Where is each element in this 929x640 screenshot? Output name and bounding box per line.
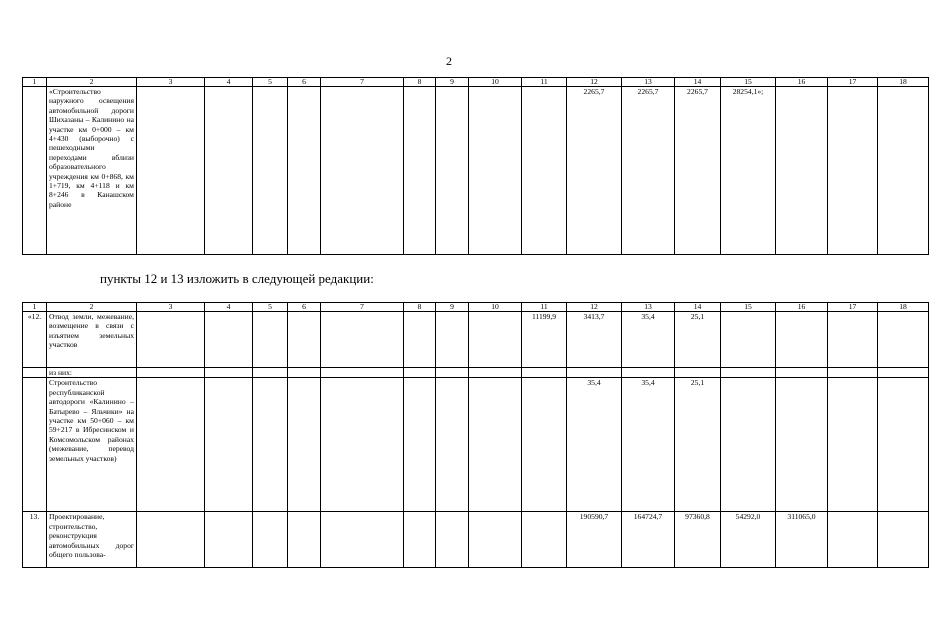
cell: [522, 512, 567, 568]
cell: [288, 87, 321, 255]
cell: [522, 368, 567, 378]
cell: [404, 312, 436, 368]
table-row: [23, 512, 929, 568]
header-cell: 3: [137, 303, 205, 312]
cell: [675, 368, 721, 378]
cell: [321, 312, 404, 368]
cell: [253, 312, 288, 368]
header-cell: 10: [469, 78, 522, 87]
header-cell: 13: [622, 78, 675, 87]
header-cell: 5: [253, 78, 288, 87]
cell: [137, 87, 205, 255]
description-cell: из них:: [47, 368, 137, 378]
header-cell: 8: [404, 78, 436, 87]
header-cell: 18: [878, 303, 929, 312]
header-cell: 16: [776, 78, 828, 87]
cell: [828, 312, 878, 368]
header-cell: 15: [721, 78, 776, 87]
value-cell: 97360,8: [675, 512, 721, 568]
header-row: [23, 78, 929, 87]
cell: [469, 378, 522, 512]
value-cell: 2265,7: [675, 87, 721, 255]
header-cell: 13: [622, 303, 675, 312]
cell: [469, 368, 522, 378]
cell: [878, 512, 929, 568]
header-cell: 14: [675, 78, 721, 87]
cell: [828, 378, 878, 512]
header-cell: 12: [567, 303, 622, 312]
header-cell: 6: [288, 78, 321, 87]
row-number-cell: [23, 378, 47, 512]
cell: [288, 368, 321, 378]
cell: [828, 512, 878, 568]
table-top: [22, 77, 929, 255]
header-cell: 9: [436, 303, 469, 312]
cell: [137, 368, 205, 378]
header-cell: 2: [47, 303, 137, 312]
cell: [828, 87, 878, 255]
value-cell: 35,4: [622, 378, 675, 512]
table-bottom: [22, 302, 929, 568]
cell: [522, 378, 567, 512]
table-row: [23, 87, 929, 255]
header-cell: 17: [828, 303, 878, 312]
cell: [878, 368, 929, 378]
cell: [137, 312, 205, 368]
cell: [469, 312, 522, 368]
cell: [253, 378, 288, 512]
header-cell: 15: [721, 303, 776, 312]
cell: [776, 87, 828, 255]
description-cell: Строительство республиканской автодороги «Калинино – Батырево – Яльчики» на участке км 50+060 – км 59+217 в Ибресинском и Комсомольском районах (межевание, перевод земельных участков): [47, 378, 137, 512]
header-row: [23, 303, 929, 312]
cell: [878, 312, 929, 368]
value-cell: 3413,7: [567, 312, 622, 368]
header-cell: 7: [321, 78, 404, 87]
header-cell: 1: [23, 303, 47, 312]
row-number-cell: «12.: [23, 312, 47, 368]
header-cell: 4: [205, 78, 253, 87]
header-cell: 2: [47, 78, 137, 87]
header-cell: 18: [878, 78, 929, 87]
description-cell: «Строительство наружного освещения автомобильной дороги Шихазаны – Калинино на участке км 0+000 – км 4+430 (выборочно) с пешеходными переходами вблизи образовательного учреждения км 0+868, км 1+719, км 4+118 и км 8+246 в Канашском районе: [47, 87, 137, 255]
description-cell: Отвод земли, межевание, возмещение в связи с изъятием земельных участков: [47, 312, 137, 368]
cell: [878, 378, 929, 512]
cell: [205, 87, 253, 255]
cell: [137, 512, 205, 568]
page-number: 2: [446, 54, 452, 68]
instruction-text: пункты 12 и 13 изложить в следующей редакции:: [100, 271, 374, 286]
header-cell: 1: [23, 78, 47, 87]
cell: [522, 87, 567, 255]
cell: [205, 512, 253, 568]
value-cell: 28254,1»;: [721, 87, 776, 255]
row-number-cell: [23, 87, 47, 255]
value-cell: 11199,9: [522, 312, 567, 368]
cell: [469, 512, 522, 568]
cell: [205, 378, 253, 512]
value-cell: 35,4: [622, 312, 675, 368]
cell: [436, 368, 469, 378]
cell: [321, 87, 404, 255]
header-cell: 3: [137, 78, 205, 87]
header-cell: 10: [469, 303, 522, 312]
header-cell: 9: [436, 78, 469, 87]
value-cell: 311065,0: [776, 512, 828, 568]
cell: [321, 512, 404, 568]
header-cell: 12: [567, 78, 622, 87]
description-cell: Проектирование, строительство, реконструкция автомобильных дорог общего пользова-: [47, 512, 137, 568]
cell: [404, 87, 436, 255]
value-cell: 25,1: [675, 312, 721, 368]
cell: [253, 512, 288, 568]
cell: [721, 378, 776, 512]
cell: [404, 512, 436, 568]
cell: [205, 368, 253, 378]
value-cell: 54292,0: [721, 512, 776, 568]
cell: [828, 368, 878, 378]
cell: [721, 312, 776, 368]
cell: [721, 368, 776, 378]
table-row: [23, 312, 929, 368]
row-number-cell: [23, 368, 47, 378]
header-cell: 16: [776, 303, 828, 312]
header-cell: 17: [828, 78, 878, 87]
cell: [622, 368, 675, 378]
header-cell: 14: [675, 303, 721, 312]
header-cell: 5: [253, 303, 288, 312]
header-cell: 8: [404, 303, 436, 312]
cell: [776, 378, 828, 512]
header-cell: 7: [321, 303, 404, 312]
cell: [288, 312, 321, 368]
cell: [288, 378, 321, 512]
cell: [404, 368, 436, 378]
cell: [137, 378, 205, 512]
header-cell: 11: [522, 78, 567, 87]
cell: [776, 312, 828, 368]
cell: [404, 378, 436, 512]
cell: [878, 87, 929, 255]
value-cell: 2265,7: [622, 87, 675, 255]
row-number-cell: 13.: [23, 512, 47, 568]
cell: [288, 512, 321, 568]
cell: [321, 378, 404, 512]
header-cell: 6: [288, 303, 321, 312]
cell: [253, 368, 288, 378]
cell: [436, 378, 469, 512]
cell: [253, 87, 288, 255]
value-cell: 164724,7: [622, 512, 675, 568]
cell: [567, 368, 622, 378]
header-cell: 11: [522, 303, 567, 312]
value-cell: 190590,7: [567, 512, 622, 568]
cell: [436, 512, 469, 568]
cell: [469, 87, 522, 255]
header-cell: 4: [205, 303, 253, 312]
cell: [436, 312, 469, 368]
table-row: [23, 378, 929, 512]
table-row: [23, 368, 929, 378]
value-cell: 25,1: [675, 378, 721, 512]
cell: [321, 368, 404, 378]
value-cell: 35,4: [567, 378, 622, 512]
value-cell: 2265,7: [567, 87, 622, 255]
cell: [776, 368, 828, 378]
cell: [205, 312, 253, 368]
cell: [436, 87, 469, 255]
